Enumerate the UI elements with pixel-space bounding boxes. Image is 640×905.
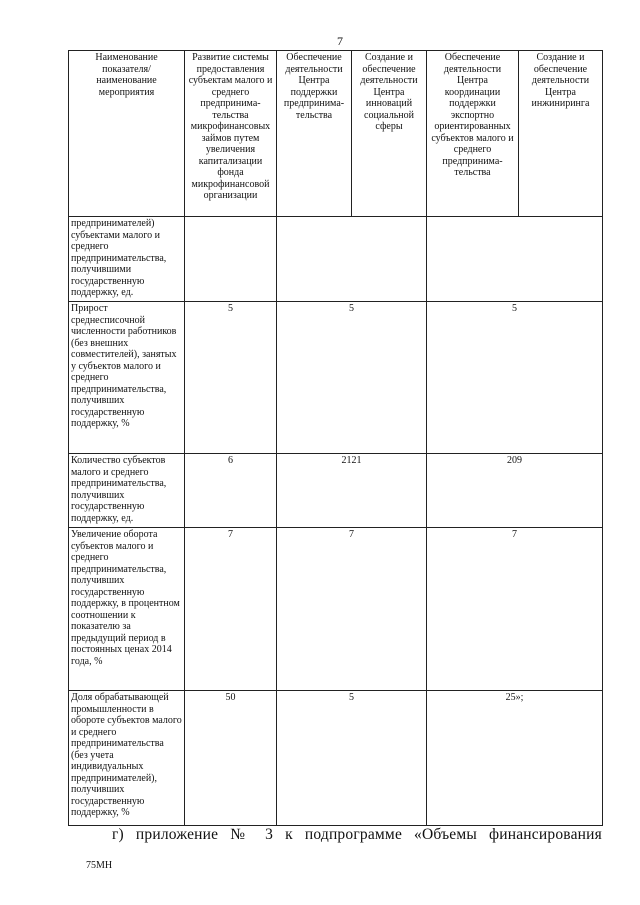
value-cell bbox=[277, 217, 427, 302]
row-label: Доля обрабатывающей промышленности в обороте субъектов малого и среднего предпринимательства (без учета индивидуальных предпринимателей), получивших государственную поддержку, % bbox=[69, 691, 185, 826]
value-cell: 7 bbox=[277, 528, 427, 691]
value-cell: 5 bbox=[277, 691, 427, 826]
table-row bbox=[69, 528, 603, 691]
table-row bbox=[69, 217, 603, 302]
document-code: 75МН bbox=[86, 860, 113, 871]
header-export-coordination-center: Обеспечение деятельности Центра координации поддержки экспортно ориентированных субъектов малого и среднего предпринима-тельства bbox=[427, 51, 519, 217]
footer-paragraph: г) приложение № 3 к подпрограмме «Объемы финансирования bbox=[112, 826, 602, 843]
value-cell bbox=[427, 217, 603, 302]
value-cell: 209 bbox=[427, 454, 603, 528]
value-cell bbox=[185, 217, 277, 302]
row-label: Количество субъектов малого и среднего предпринимательства, получивших государственную поддержку, ед. bbox=[69, 454, 185, 528]
header-engineering-center: Создание и обеспечение деятельности Центра инжиниринга bbox=[519, 51, 603, 217]
value-cell: 7 bbox=[427, 528, 603, 691]
value-cell: 6 bbox=[185, 454, 277, 528]
value-cell: 50 bbox=[185, 691, 277, 826]
value-cell: 2121 bbox=[277, 454, 427, 528]
row-label: предпринимателей) субъектами малого и среднего предпринимательства, получившими государственную поддержку, ед. bbox=[69, 217, 185, 302]
table-row bbox=[69, 454, 603, 528]
table-row bbox=[69, 691, 603, 826]
row-label: Прирост среднесписочной численности работников (без внешних совместителей), занятых у субъектов малого и среднего предпринимательства, получивших государственную поддержку, % bbox=[69, 302, 185, 454]
row-label: Увеличение оборота субъектов малого и среднего предпринимательства, получивших государственную поддержку, в процентном соотношении к показателю за предыдущий период в постоянных ценах 2014 года, % bbox=[69, 528, 185, 691]
header-indicator-name: Наименование показателя/ наименование мероприятия bbox=[69, 51, 185, 217]
value-cell: 5 bbox=[277, 302, 427, 454]
table-row bbox=[69, 302, 603, 454]
value-cell: 5 bbox=[427, 302, 603, 454]
header-social-innovation-center: Создание и обеспечение деятельности Центра инноваций социальной сферы bbox=[352, 51, 427, 217]
indicators-table bbox=[68, 50, 603, 826]
header-microfinance: Развитие системы предоставления субъектам малого и среднего предпринима-тельства микрофинансовых займов путем увеличения капитализации фонда микрофинансовой организации bbox=[185, 51, 277, 217]
value-cell: 5 bbox=[185, 302, 277, 454]
header-business-support-center: Обеспечение деятельности Центра поддержки предпринима-тельства bbox=[277, 51, 352, 217]
value-cell: 25»; bbox=[427, 691, 603, 826]
page-number: 7 bbox=[337, 34, 343, 48]
value-cell: 7 bbox=[185, 528, 277, 691]
